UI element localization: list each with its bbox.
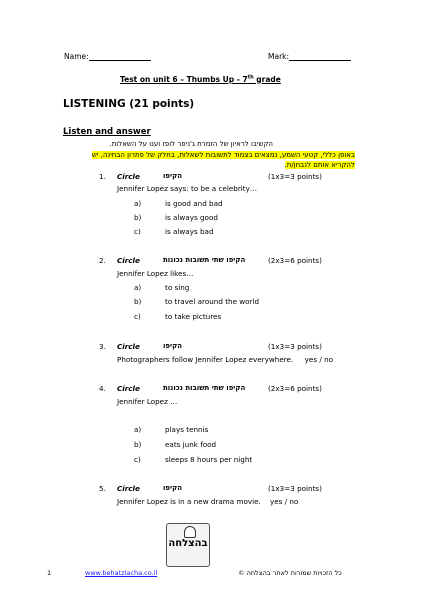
- question-2-hebrew: הקיפו שתי תשובות נכונות: [163, 256, 246, 264]
- behatzlacha-logo: [166, 523, 210, 567]
- option-1a-text[interactable]: is good and bad: [165, 199, 223, 208]
- thumbs-up-icon: [184, 526, 196, 538]
- test-title: [120, 74, 281, 84]
- question-1-points: (1x3=3 points): [268, 172, 322, 181]
- option-4b-letter: b): [134, 440, 142, 449]
- instruction-line-1: הקשיבו לראיון של הזמרת ג'ניפר לופז וענו על השאלות.: [109, 140, 273, 148]
- question-5-number: 5.: [99, 484, 106, 493]
- question-3-circle: Circle: [117, 342, 140, 351]
- option-1a-letter: a): [134, 199, 142, 208]
- website-link[interactable]: www.behatzlacha.co.il: [85, 569, 158, 577]
- option-2b-letter: b): [134, 297, 142, 306]
- option-2c-letter: c): [134, 312, 141, 321]
- question-4-circle: Circle: [117, 384, 140, 393]
- mark-blank-line[interactable]: [289, 60, 351, 61]
- question-2-prompt: Jennifer Lopez likes…: [117, 269, 194, 278]
- option-1b-text[interactable]: is always good: [165, 213, 218, 222]
- question-1-circle: Circle: [117, 172, 140, 181]
- question-5-points: (1x3=3 points): [268, 484, 322, 493]
- instruction-line-3: להקריא אותם לנבחן/ת.: [284, 161, 355, 169]
- question-3-number: 3.: [99, 342, 106, 351]
- question-2-circle: Circle: [117, 256, 140, 265]
- option-4c-letter: c): [134, 455, 141, 464]
- mark-field: [268, 52, 351, 61]
- option-2b-text[interactable]: to travel around the world: [165, 297, 260, 306]
- question-3-hebrew: הקיפו: [163, 342, 183, 350]
- test-title-end: grade: [253, 74, 281, 84]
- mark-label: Mark:: [268, 52, 290, 61]
- question-4-number: 4.: [99, 384, 106, 393]
- question-4-prompt: Jennifer Lopez …: [117, 397, 178, 406]
- option-1b-letter: b): [134, 213, 142, 222]
- option-1c-letter: c): [134, 227, 141, 236]
- question-3-prompt[interactable]: Photographers follow Jennifer Lopez everywhere. yes / no: [117, 355, 334, 364]
- question-5-hebrew: הקיפו: [163, 484, 183, 492]
- name-label: Name:: [64, 52, 89, 61]
- name-blank-line[interactable]: [89, 60, 151, 61]
- question-1-hebrew: הקיפו: [163, 172, 183, 180]
- question-2-number: 2.: [99, 256, 106, 265]
- listen-heading: Listen and answer: [63, 127, 151, 137]
- option-4b-text[interactable]: eats junk food: [165, 440, 217, 449]
- question-4-hebrew: הקיפו שתי תשובות נכונות: [163, 384, 246, 392]
- test-title-text: Test on unit 6 – Thumbs Up - 7: [120, 74, 248, 84]
- question-3-points: (1x3=3 points): [268, 342, 322, 351]
- question-1-number: 1.: [99, 172, 106, 181]
- question-5-circle: Circle: [117, 484, 140, 493]
- name-field: [64, 52, 151, 61]
- question-5-prompt[interactable]: Jennifer Lopez is in a new drama movie. yes / no: [117, 497, 299, 506]
- section-title: LISTENING (21 points): [63, 98, 195, 110]
- instruction-line-2: באופן כללי, קטעי השמע, נמצאים בצמוד לתשובות לשאלות, בחלק של פתרון הבחינה, יש: [91, 151, 355, 159]
- page-number: 1: [47, 569, 52, 577]
- option-4a-text[interactable]: plays tennis: [165, 425, 209, 434]
- question-1-prompt: Jennifer Lopez says: to be a celebrity…: [117, 184, 258, 193]
- option-2a-letter: a): [134, 283, 142, 292]
- question-4-points: (2x3=6 points): [268, 384, 322, 393]
- logo-text: בהצלחה: [168, 538, 208, 549]
- option-4a-letter: a): [134, 425, 142, 434]
- option-2c-text[interactable]: to take pictures: [165, 312, 222, 321]
- copyright-text: כל הזכויות שמורות לאתר בהצלחה ©: [238, 569, 342, 577]
- option-1c-text[interactable]: is always bad: [165, 227, 214, 236]
- question-2-points: (2x3=6 points): [268, 256, 322, 265]
- option-4c-text[interactable]: sleeps 8 hours per night: [165, 455, 253, 464]
- option-2a-text[interactable]: to sing: [165, 283, 190, 292]
- test-title-sup: th: [247, 74, 254, 80]
